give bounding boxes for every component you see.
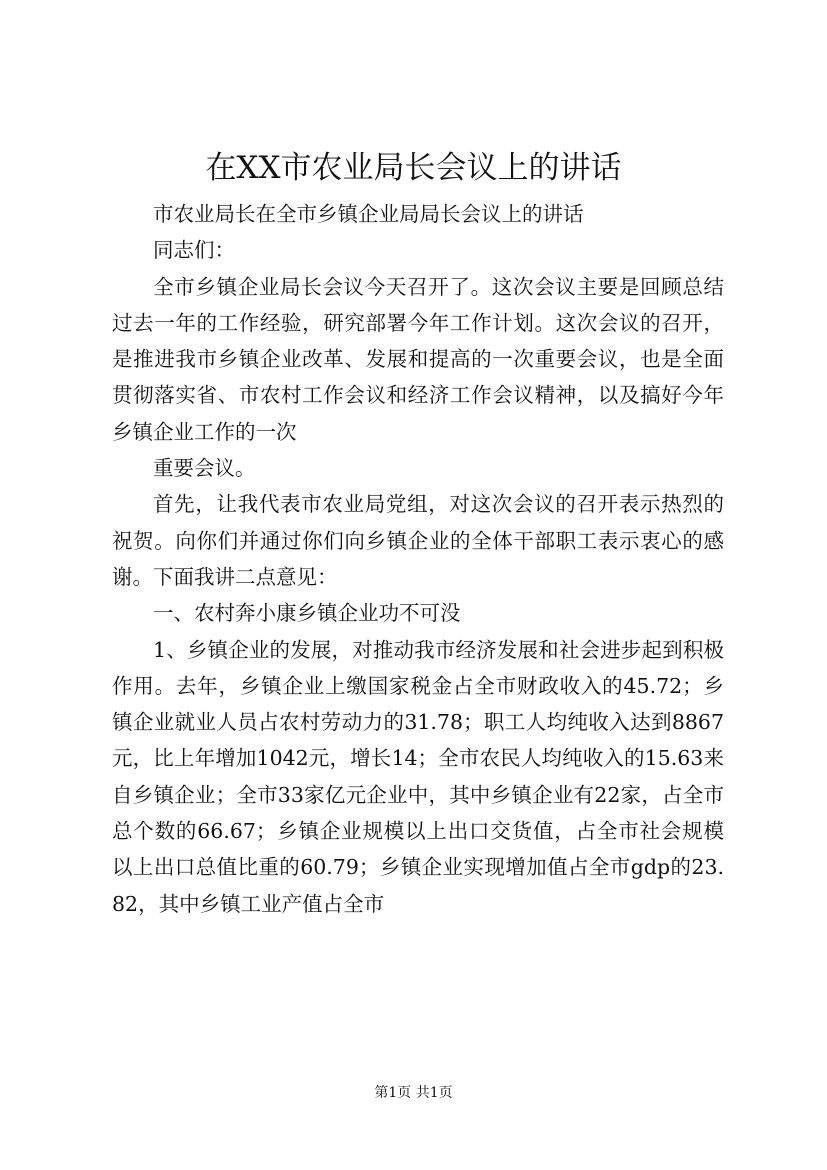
document-title: 在XX市农业局长会议上的讲话 xyxy=(205,150,622,186)
paragraph-point-1: 1、乡镇企业的发展，对推动我市经济发展和社会进步起到积极作用。去年，乡镇企业上缴国家税金占全市财政收入的45.72；乡镇企业就业人员占农村劳动力的31.78；职工人均纯收入达到8867元，比上年增加1042元，增长14；全市农民人均纯收入的15.63来自乡镇企业；全市33家亿元企业中，其中乡镇企业有22家，占全市总个数的66.67；乡镇企业规模以上出口交货值，占全市社会规模以上出口总值比重的60.79；乡镇企业实现增加值占全市gdp的23.82，其中乡镇工业产值占全市 xyxy=(112,637,724,916)
paragraph-congratulations: 首先，让我代表市农业局党组，对这次会议的召开表示热烈的祝贺。向你们并通过你们向乡镇企业的全体干部职工表示衷心的感谢。下面我讲二点意见： xyxy=(112,492,724,589)
page-footer: 第1页 共1页 xyxy=(374,1085,453,1101)
paragraph-subtitle: 市农业局长在全市乡镇企业局局长会议上的讲话 xyxy=(153,202,584,226)
section-heading-1: 一、农村奔小康乡镇企业功不可没 xyxy=(153,601,461,626)
paragraph-opening: 全市乡镇企业局长会议今天召开了。这次会议主要是回顾总结过去一年的工作经验，研究部署今年工作计划。这次会议的召开，是推进我市乡镇企业改革、发展和提高的一次重要会议，也是全面贯彻落实省、市农村工作会议和经济工作会议精神，以及搞好今年乡镇企业工作的一次 xyxy=(112,274,724,444)
document-body xyxy=(112,196,724,922)
paragraph-salutation: 同志们： xyxy=(153,238,235,263)
paragraph-important-meeting: 重要会议。 xyxy=(153,456,256,481)
